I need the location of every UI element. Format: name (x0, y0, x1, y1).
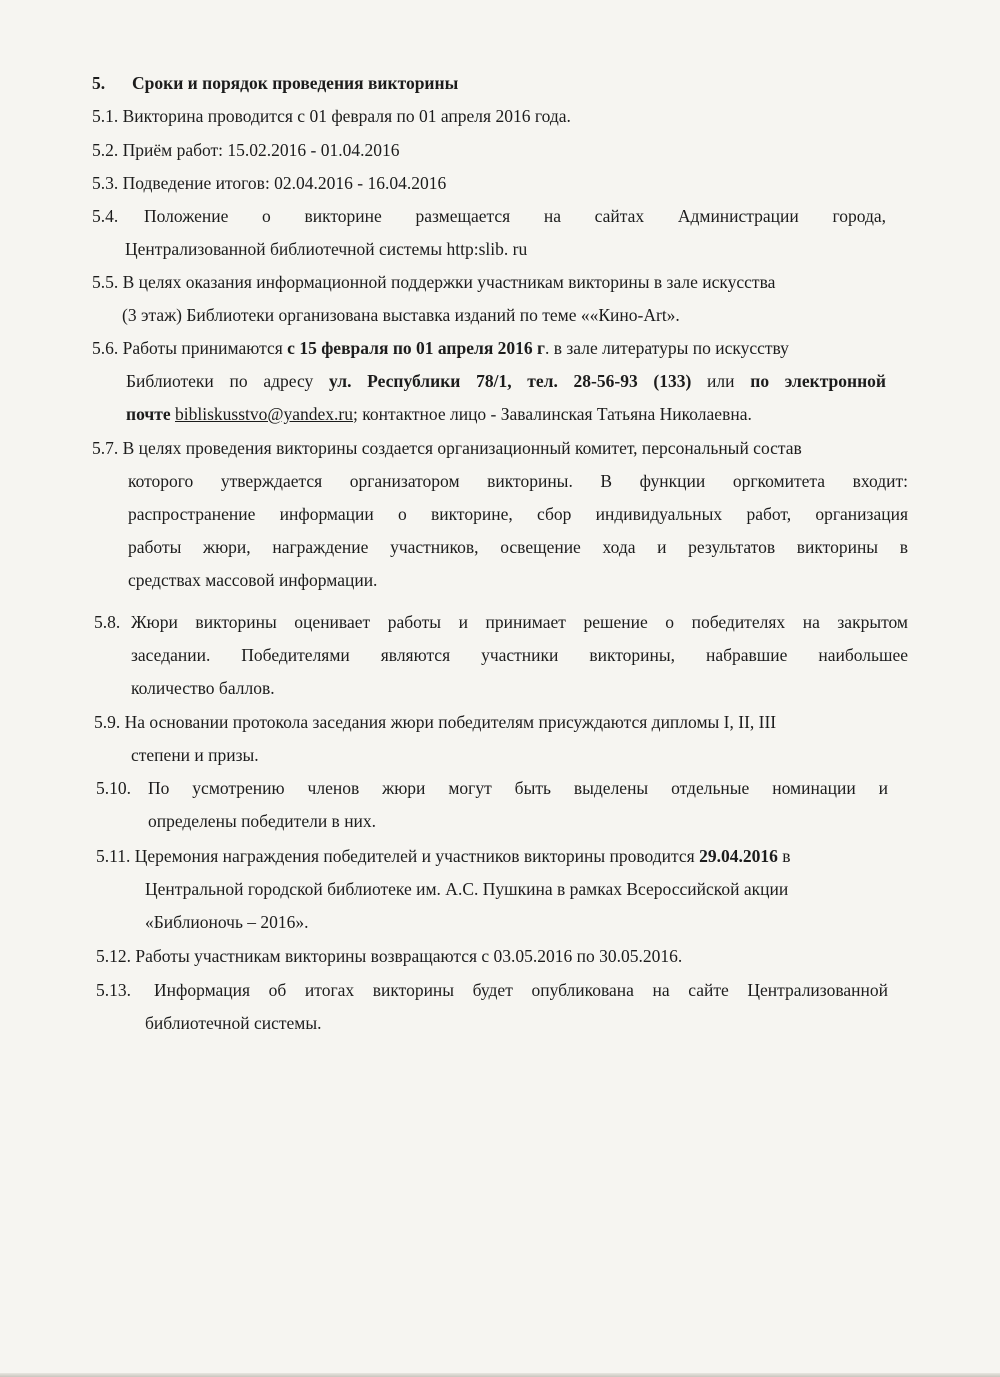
contact-text: ; контактное лицо - Завалинская Татьяна Николаевна. (352, 404, 752, 424)
item-text-line: заседании. Победителями являются участники викторины, набравшие наибольшее (131, 645, 908, 665)
item-text-line: количество баллов. (131, 678, 275, 698)
item-text-line: Централизованной библиотечной системы http:slib. ru (125, 239, 528, 259)
item-number: 5.13. (96, 980, 131, 1000)
item-text-line: В целях проведения викторины создается организационный комитет, персональный состав (122, 438, 802, 458)
item-text-line: «Библионочь – 2016». (145, 912, 309, 932)
item-number: 5.4. (92, 206, 119, 226)
email-label-bold: почте (126, 404, 171, 424)
section-heading (92, 67, 458, 100)
item-5-6 (92, 332, 886, 431)
date-range-bold: с 15 февраля по 01 апреля 2016 г (287, 338, 545, 358)
item-5-1 (92, 100, 571, 133)
item-text-line: определены победители в них. (148, 811, 377, 831)
item-5-4 (92, 200, 886, 266)
item-text-line: Информация об итогах викторины будет опубликована на сайте Централизованной (154, 980, 888, 1000)
item-text-line: На основании протокола заседания жюри победителям присуждаются дипломы I, II, III (124, 712, 777, 732)
item-number: 5.7. (92, 438, 119, 458)
item-text: . в зале литературы по искусству (544, 338, 789, 358)
item-number: 5.6. (92, 338, 119, 358)
item-number: 5.8. (94, 612, 121, 632)
item-text-line: По усмотрению членов жюри могут быть выделены отдельные номинации и (148, 778, 888, 798)
item-number: 5.1. (92, 106, 119, 126)
item-number: 5.11. (96, 846, 131, 866)
item-5-2 (92, 134, 400, 167)
item-5-11 (96, 840, 790, 939)
item-text: или (691, 371, 751, 391)
item-5-5 (92, 266, 775, 332)
item-text-line: (3 этаж) Библиотеки организована выставка изданий по теме ««Кино-Art». (122, 305, 680, 325)
item-text-line: работы жюри, награждение участников, освещение хода и результатов викторины в (128, 537, 908, 557)
item-text: Приём работ: 15.02.2016 - 01.04.2016 (122, 140, 400, 160)
item-5-7 (92, 432, 908, 597)
item-number: 5.5. (92, 272, 119, 292)
item-text: Работы участникам викторины возвращаются с 03.05.2016 по 30.05.2016. (135, 946, 683, 966)
item-text-line: которого утверждается организатором викторины. В функции оргкомитета входит: (128, 471, 908, 491)
item-text-line: В целях оказания информационной поддержки участникам викторины в зале искусства (122, 272, 776, 292)
item-text: Подведение итогов: 02.04.2016 - 16.04.2016 (122, 173, 447, 193)
item-text: Церемония награждения победителей и участников викторины проводится (134, 846, 700, 866)
item-number: 5.3. (92, 173, 119, 193)
item-text-line: Центральной городской библиотеке им. А.С. Пушкина в рамках Всероссийской акции (145, 879, 789, 899)
item-number: 5.10. (96, 778, 131, 798)
item-number: 5.12. (96, 946, 131, 966)
item-text-line: средствах массовой информации. (128, 570, 378, 590)
page-bottom-edge (0, 1373, 1000, 1377)
item-text-line: степени и призы. (131, 745, 259, 765)
email-link[interactable]: bibliskusstvo@yandex.ru (175, 404, 353, 424)
ceremony-date-bold: 29.04.2016 (699, 846, 778, 866)
section-number: 5. (92, 73, 106, 93)
item-text-line: библиотечной системы. (145, 1013, 322, 1033)
item-text: Викторина проводится с 01 февраля по 01 апреля 2016 года. (122, 106, 571, 126)
item-text: Работы принимаются (122, 338, 288, 358)
item-5-8 (94, 606, 908, 705)
item-text-line: Жюри викторины оценивает работы и принимает решение о победителях на закрытом (131, 612, 908, 632)
item-5-9 (94, 706, 776, 772)
item-5-12 (96, 940, 682, 973)
item-text-line: Положение о викторине размещается на сайтах Администрации города, (144, 206, 886, 226)
item-number: 5.9. (94, 712, 121, 732)
item-5-10 (96, 772, 888, 838)
email-label-bold: по электронной (750, 371, 886, 391)
item-text: Библиотеки по адресу (126, 371, 329, 391)
item-text-line: распространение информации о викторине, сбор индивидуальных работ, организация (128, 504, 908, 524)
item-number: 5.2. (92, 140, 119, 160)
address-bold: ул. Республики 78/1, тел. 28-56-93 (133) (328, 371, 692, 391)
item-5-3 (92, 167, 446, 200)
item-5-13 (96, 974, 888, 1040)
item-text: в (777, 846, 791, 866)
section-title: Сроки и порядок проведения викторины (132, 73, 459, 93)
